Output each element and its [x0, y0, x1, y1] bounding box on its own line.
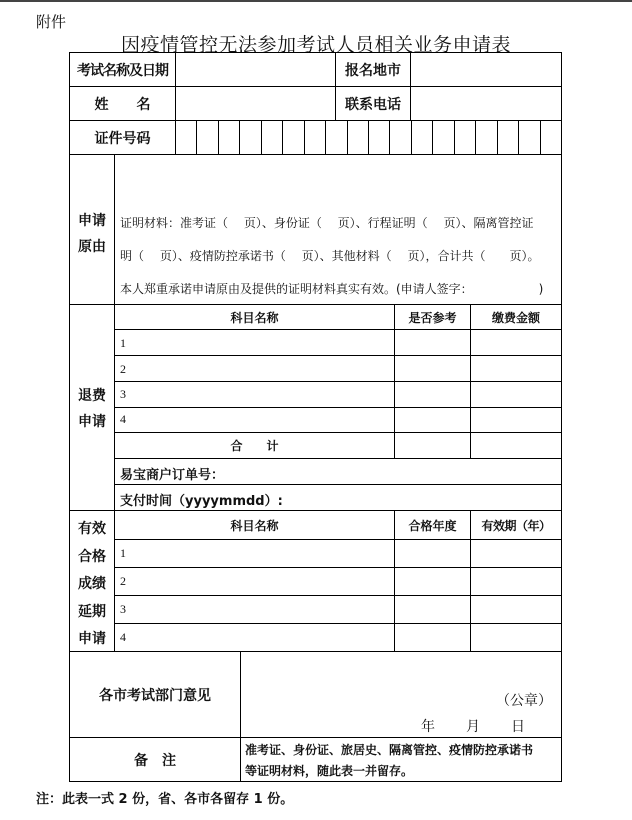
extension-pass-year-field[interactable]	[395, 540, 470, 567]
registration-city-label: 报名地市	[345, 62, 401, 79]
phone-field[interactable]	[411, 87, 561, 120]
extension-label	[70, 516, 114, 654]
label-line: 申请	[78, 631, 106, 647]
extension-col-subject: 科目名称	[230, 518, 279, 533]
extension-subject-field[interactable]	[130, 568, 394, 595]
extension-pass-year-field[interactable]	[395, 596, 470, 623]
refund-col-amount: 缴费金额	[491, 310, 540, 325]
row-index: 2	[120, 574, 126, 588]
extension-subject-field[interactable]	[130, 540, 394, 567]
order-number-field[interactable]	[240, 459, 561, 484]
row-divider	[69, 154, 562, 155]
extension-validity-field[interactable]	[471, 568, 561, 595]
row-index: 4	[120, 412, 126, 426]
id-number-label: 证件号码	[94, 130, 151, 147]
materials-line-1: 证明材料：准考证（ 页）、身份证（ 页）、行程证明（ 页）、隔离管控证	[120, 216, 534, 230]
label-line: 有效	[78, 521, 106, 537]
label-line: 申请	[78, 414, 106, 430]
id-digit-cell[interactable]	[261, 120, 282, 154]
extension-col-pass-year: 合格年度	[408, 518, 457, 533]
id-digit-cell[interactable]	[497, 120, 518, 154]
row-index: 2	[120, 362, 126, 376]
refund-amount-field[interactable]	[471, 382, 561, 407]
payment-time-field[interactable]	[290, 485, 561, 510]
refund-col-subject: 科目名称	[230, 310, 279, 325]
extension-validity-field[interactable]	[471, 596, 561, 623]
extension-pass-year-field[interactable]	[395, 624, 470, 651]
refund-amount-field[interactable]	[471, 356, 561, 381]
refund-amount-field[interactable]	[471, 330, 561, 355]
label-line: 申请	[78, 213, 106, 229]
day-label: 日	[511, 719, 525, 735]
order-number-label: 易宝商户订单号：	[120, 468, 225, 483]
refund-label	[70, 383, 114, 435]
opinion-label: 各市考试部门意见	[99, 687, 211, 704]
row-index: 3	[120, 602, 126, 616]
refund-attended-field[interactable]	[395, 356, 470, 381]
id-digit-cell[interactable]	[239, 120, 260, 154]
refund-attended-field[interactable]	[395, 382, 470, 407]
label-line: 延期	[78, 603, 106, 620]
row-index: 1	[120, 546, 126, 560]
registration-city-field[interactable]	[411, 53, 561, 86]
footer-note: 注：此表一式 2 份，省、各市各留存 1 份。	[36, 792, 294, 807]
refund-attended-field[interactable]	[395, 330, 470, 355]
id-digit-cell[interactable]	[282, 120, 303, 154]
extension-validity-field[interactable]	[471, 624, 561, 651]
id-digit-cell[interactable]	[218, 120, 239, 154]
extension-validity-field[interactable]	[471, 540, 561, 567]
phone-label: 联系电话	[345, 96, 401, 113]
exam-name-date-field[interactable]	[176, 53, 335, 86]
remark-line-1: 准考证、身份证、旅居史、隔离管控、疫情防控承诺书	[245, 743, 534, 757]
id-digit-cell[interactable]	[475, 120, 496, 154]
id-digit-cell[interactable]	[196, 120, 217, 154]
label-line: 合格	[78, 548, 106, 565]
refund-subject-field[interactable]	[130, 330, 394, 355]
remark-label: 备 注	[134, 752, 176, 769]
name-field[interactable]	[176, 87, 335, 120]
refund-subject-field[interactable]	[130, 356, 394, 381]
refund-attended-field[interactable]	[395, 408, 470, 432]
id-digit-cell[interactable]	[432, 120, 453, 154]
seal-label: （公章）	[496, 693, 552, 709]
payment-time-label: 支付时间（yyyymmdd）:	[120, 494, 283, 509]
total-attended-field[interactable]	[395, 433, 470, 458]
row-index: 4	[120, 630, 126, 644]
month-label: 月	[466, 719, 480, 735]
label-line: 原由	[78, 239, 106, 255]
total-amount-field[interactable]	[471, 433, 561, 458]
id-digit-cell[interactable]	[368, 120, 389, 154]
label-line: 成绩	[78, 576, 106, 592]
top-border	[0, 0, 632, 2]
id-digit-cell[interactable]	[347, 120, 368, 154]
id-digit-cell[interactable]	[540, 120, 561, 154]
attachment-label: 附件	[36, 13, 67, 31]
refund-subject-field[interactable]	[130, 408, 394, 432]
refund-subject-field[interactable]	[130, 382, 394, 407]
refund-amount-field[interactable]	[471, 408, 561, 432]
total-label: 合 计	[230, 439, 279, 453]
name-label: 姓 名	[94, 96, 151, 113]
row-index: 1	[120, 336, 126, 350]
id-digit-cell[interactable]	[389, 120, 410, 154]
pledge-line: 本人郑重承诺申请原由及提供的证明材料真实有效。(申请人签字： )	[120, 282, 544, 296]
id-digit-cell[interactable]	[175, 120, 196, 154]
exam-name-date-label: 考试名称及日期	[77, 62, 168, 79]
label-column-divider	[114, 154, 115, 651]
id-digit-cell[interactable]	[304, 120, 325, 154]
id-digit-cell[interactable]	[454, 120, 475, 154]
id-digit-cell[interactable]	[518, 120, 539, 154]
extension-subject-field[interactable]	[130, 596, 394, 623]
extension-pass-year-field[interactable]	[395, 568, 470, 595]
row-index: 3	[120, 387, 126, 401]
remark-line-2: 等证明材料，随此表一并留存。	[245, 764, 414, 778]
id-digit-cell[interactable]	[325, 120, 346, 154]
materials-line-2: 明（ 页）、疫情防控承诺书（ 页）、其他材料（ 页），合计共（ 页）。	[120, 249, 540, 263]
id-digit-cell[interactable]	[411, 120, 432, 154]
year-label: 年	[421, 719, 435, 735]
form-title: 因疫情管控无法参加考试人员相关业务申请表	[120, 34, 511, 56]
application-reason-label	[70, 208, 114, 260]
refund-col-attended: 是否参考	[408, 310, 457, 325]
extension-subject-field[interactable]	[130, 624, 394, 651]
label-line: 退费	[78, 388, 106, 404]
extension-col-validity: 有效期（年）	[481, 518, 551, 533]
